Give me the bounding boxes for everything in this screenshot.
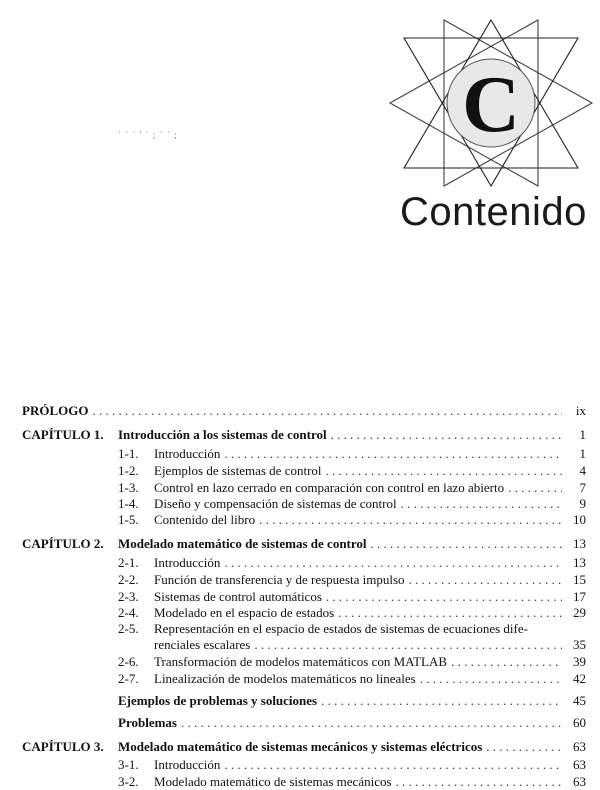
toc-section-number: 1-2. [118, 463, 139, 478]
toc-leader-dots [451, 654, 562, 670]
toc-chapter-number: CAPÍTULO 2. [22, 536, 104, 551]
toc-leader-dots [224, 757, 562, 773]
toc-section-number: 1-4. [118, 496, 139, 511]
toc-leader-dots [420, 671, 562, 687]
toc-entry-title: Introducción [154, 446, 221, 461]
toc-entry [22, 739, 586, 755]
toc-leader-dots [396, 774, 562, 790]
toc-page-number: 45 [573, 693, 586, 708]
toc-entry-title: Diseño y compensación de sistemas de control [154, 496, 397, 511]
toc-page-number: 7 [579, 480, 586, 495]
toc-section-number: 2-5. [118, 621, 139, 636]
toc-section-number: 2-7. [118, 671, 139, 686]
toc-entry-title: Introducción [154, 757, 221, 772]
emblem-letter: C [462, 61, 520, 149]
toc-entry [118, 589, 586, 605]
toc-section-number: 2-6. [118, 654, 139, 669]
toc-leader-dots [508, 480, 562, 496]
toc-entry-title: Introducción a los sistemas de control [118, 427, 327, 442]
toc-entry [118, 572, 586, 588]
toc-page-number: 1 [579, 427, 586, 442]
toc-entry [118, 621, 586, 637]
toc-page-number: 60 [573, 715, 586, 730]
toc-leader-dots [326, 463, 562, 479]
toc-entry [22, 427, 586, 443]
toc-page-number: 9 [579, 496, 586, 511]
toc-leader-dots [486, 739, 562, 755]
toc-entry [118, 480, 586, 496]
toc-page-number: 42 [573, 671, 586, 686]
toc-entry [118, 446, 586, 462]
toc-entry [118, 774, 586, 790]
toc-leader-dots [254, 637, 562, 653]
toc-page-number: 1 [579, 446, 586, 461]
toc-leader-dots [181, 715, 562, 731]
toc-entry [22, 536, 586, 552]
toc-page-number: 39 [573, 654, 586, 669]
toc-leader-dots [371, 536, 562, 552]
toc-entry-title: Función de transferencia y de respuesta impulso [154, 572, 405, 587]
toc-page-number: 35 [573, 637, 586, 652]
scan-specks: ˙ ˙ ˙ ' ˙ ; ˙ ˙ ; [118, 130, 178, 140]
toc-section-number: 1-3. [118, 480, 139, 495]
toc-section-number: 2-4. [118, 605, 139, 620]
toc-chapter-number: PRÓLOGO [22, 403, 89, 418]
toc-entry [118, 555, 586, 571]
toc-chapter-number: CAPÍTULO 3. [22, 739, 104, 754]
toc-entry-title: Modelado matemático de sistemas mecánicos y sistemas eléctricos [118, 739, 483, 754]
toc-section-number: 1-5. [118, 512, 139, 527]
toc-page-number: 29 [573, 605, 586, 620]
toc-page-number: 10 [573, 512, 586, 527]
toc-entry [118, 693, 586, 709]
toc-entry-title: Modelado matemático de sistemas mecánicos [154, 774, 392, 789]
toc-page-number: 4 [579, 463, 586, 478]
toc-entry [118, 496, 586, 512]
toc-page-number: 17 [573, 589, 586, 604]
toc-leader-dots [321, 693, 562, 709]
toc-entry [118, 654, 586, 670]
toc-entry-title: Problemas [118, 715, 177, 730]
toc-entry [118, 757, 586, 773]
toc-entry [118, 637, 586, 653]
toc-leader-dots [259, 512, 562, 528]
toc-section-number: 3-2. [118, 774, 139, 789]
toc-entry-title: Representación en el espacio de estados de sistemas de ecuaciones dife- [154, 621, 528, 636]
toc-entry [118, 512, 586, 528]
toc-entry-title: Transformación de modelos matemáticos con MATLAB [154, 654, 448, 669]
toc-leader-dots [331, 427, 562, 443]
toc-section-number: 3-1. [118, 757, 139, 772]
toc-entry [118, 715, 586, 731]
toc-entry-title: renciales escalares [154, 637, 251, 652]
toc-entry-title: Ejemplos de problemas y soluciones [118, 693, 318, 708]
toc-chapter-number: CAPÍTULO 1. [22, 427, 104, 442]
toc-entry [118, 463, 586, 479]
toc-page-number: 13 [573, 555, 586, 570]
toc-page-number: 63 [573, 739, 586, 754]
toc-page-number: 63 [573, 774, 586, 789]
toc-entry [118, 605, 586, 621]
toc-entry-title: Modelado en el espacio de estados [154, 605, 335, 620]
toc-entry-title: Ejemplos de sistemas de control [154, 463, 322, 478]
toc-section-number: 1-1. [118, 446, 139, 461]
toc-entry [118, 671, 586, 687]
toc-entry-title: Modelado matemático de sistemas de control [118, 536, 367, 551]
toc-entry-title: Sistemas de control automáticos [154, 589, 322, 604]
toc-page-number: 15 [573, 572, 586, 587]
toc-section-number: 2-3. [118, 589, 139, 604]
toc-entry-title: Linealización de modelos matemáticos no lineales [154, 671, 416, 686]
toc-leader-dots [409, 572, 562, 588]
toc-entry-title: Contenido del libro [154, 512, 256, 527]
toc-leader-dots [338, 605, 562, 621]
toc-leader-dots [401, 496, 562, 512]
toc-entry-title: Control en lazo cerrado en comparación con control en lazo abierto [154, 480, 505, 495]
chapter-emblem [388, 18, 594, 188]
toc-page-number: ix [575, 403, 586, 418]
toc-section-number: 2-1. [118, 555, 139, 570]
toc-section-number: 2-2. [118, 572, 139, 587]
toc-leader-dots [92, 403, 562, 419]
toc-leader-dots [224, 555, 562, 571]
toc-leader-dots [224, 446, 562, 462]
toc-leader-dots [326, 589, 562, 605]
toc-page-number: 63 [573, 757, 586, 772]
toc-entry-title: Introducción [154, 555, 221, 570]
toc-entry [22, 403, 586, 419]
toc-page-number: 13 [573, 536, 586, 551]
page-title: Contenido [400, 190, 587, 234]
